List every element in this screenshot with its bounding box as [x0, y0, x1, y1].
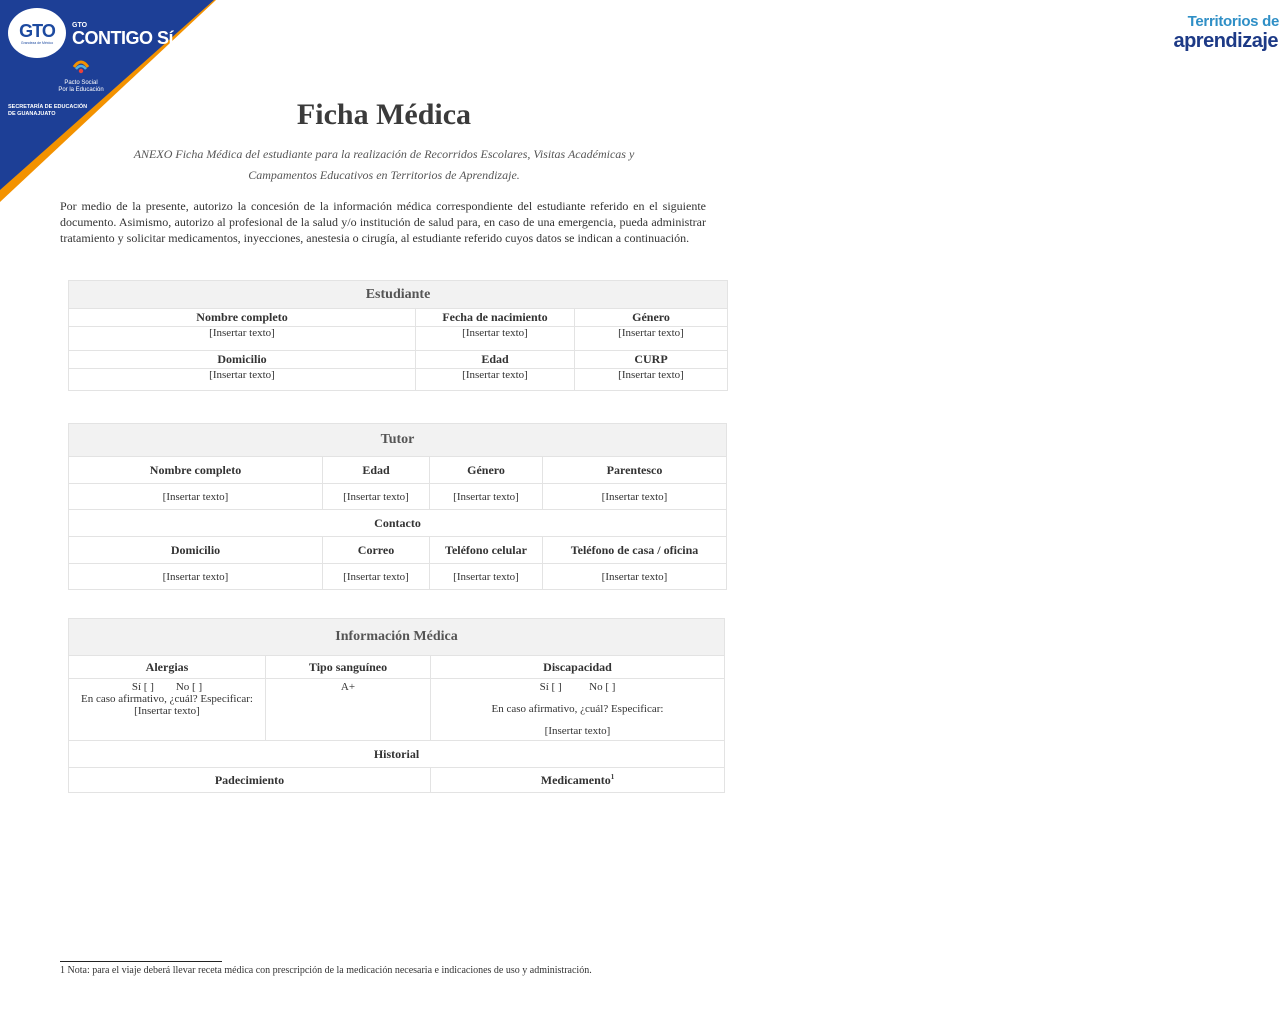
estudiante-curp-field[interactable]: [Insertar texto]: [575, 369, 728, 391]
footnote-divider: [60, 961, 222, 962]
medica-header-tipo-sanguineo: Tipo sanguíneo: [266, 656, 431, 679]
medicamento-label: Medicamento: [540, 772, 611, 787]
estudiante-header-curp: CURP: [575, 351, 728, 369]
territorios-logo: [620, 13, 1279, 52]
estudiante-fecha-field[interactable]: [Insertar texto]: [416, 327, 575, 351]
tutor-header-domicilio: Domicilio: [69, 537, 323, 564]
territorios-line-2: aprendizaje: [1173, 30, 1278, 52]
tutor-header-edad: Edad: [323, 457, 430, 484]
tutor-contacto-label: Contacto: [69, 510, 727, 537]
tutor-telefono-casa-field[interactable]: [Insertar texto]: [543, 564, 727, 590]
alergias-especificar-field[interactable]: [Insertar texto]: [134, 705, 200, 717]
tutor-celular-field[interactable]: [Insertar texto]: [430, 564, 543, 590]
alergias-cell: [69, 679, 266, 741]
tutor-section-title: Tutor: [69, 424, 727, 457]
alergias-especificar-label: En caso afirmativo, ¿cuál? Especificar:: [81, 693, 253, 705]
gto-logo: [8, 8, 66, 58]
estudiante-header-domicilio: Domicilio: [69, 351, 416, 369]
estudiante-edad-field[interactable]: [Insertar texto]: [416, 369, 575, 391]
alergias-options: [71, 681, 263, 693]
contigo-pre: GTO: [72, 22, 88, 29]
page-title: Ficha Médica: [296, 98, 472, 131]
territorios-line-1: Territorios de: [1187, 13, 1279, 30]
pacto-line-1: Pacto Social: [64, 80, 98, 86]
alergias-si-checkbox[interactable]: Sí [ ]: [131, 681, 154, 693]
estudiante-domicilio-field[interactable]: [Insertar texto]: [69, 369, 416, 391]
discapacidad-especificar-field[interactable]: [Insertar texto]: [544, 725, 611, 737]
page-subtitle: [100, 144, 668, 186]
tutor-header-celular: Teléfono celular: [430, 537, 543, 564]
tutor-genero-field[interactable]: [Insertar texto]: [430, 484, 543, 510]
medicamento-footnote-ref: 1: [610, 772, 615, 781]
discapacidad-options: [433, 681, 722, 693]
estudiante-header-genero: Género: [575, 309, 728, 327]
pacto-social-logo: [52, 55, 110, 94]
secretaria-line-2: DE GUANAJUATO: [8, 111, 56, 117]
tutor-domicilio-field[interactable]: [Insertar texto]: [69, 564, 323, 590]
tutor-correo-field[interactable]: [Insertar texto]: [323, 564, 430, 590]
contigo-main: CONTIGO Sí: [72, 28, 174, 48]
gto-logo-subtext: Grandeza de México: [20, 40, 54, 45]
estudiante-header-nombre: Nombre completo: [69, 309, 416, 327]
tutor-table: [68, 423, 727, 590]
discapacidad-especificar-label: En caso afirmativo, ¿cuál? Especificar:: [491, 703, 664, 715]
discapacidad-no-checkbox[interactable]: No [ ]: [589, 681, 616, 693]
historial-header-medicamento: [431, 768, 725, 793]
intro-paragraph: Por medio de la presente, autorizo la concesión de la información médica correspondiente del estudiante referido en el siguiente documento. Asimismo, autorizo al profesional de la salud y/o institución de salud para, en caso de una emergencia, pueda administrar tratamiento y solicitar medicamentos, inyecciones, anestesia o cirugía, al estudiante referido cuyos datos se indican a continuación.: [60, 199, 706, 245]
estudiante-nombre-field[interactable]: [Insertar texto]: [69, 327, 416, 351]
subtitle-line-2: Campamentos Educativos en Territorios de Aprendizaje.: [248, 168, 520, 182]
discapacidad-si-checkbox[interactable]: Sí [ ]: [539, 681, 562, 693]
subtitle-line-1: ANEXO Ficha Médica del estudiante para la realización de Recorridos Escolares, Visitas Académicas y: [133, 147, 635, 161]
tutor-nombre-field[interactable]: [Insertar texto]: [69, 484, 323, 510]
estudiante-table: [68, 280, 728, 391]
secretaria-line-1: SECRETARÍA DE EDUCACIÓN: [8, 104, 88, 110]
pacto-line-2: Por la Educación: [58, 87, 104, 93]
estudiante-header-fecha: Fecha de nacimiento: [416, 309, 575, 327]
gto-logo-text: GTO: [19, 20, 55, 41]
medica-section-title: Información Médica: [69, 619, 725, 656]
contigo-si-logo: [72, 22, 173, 49]
medica-table: [68, 618, 725, 793]
tutor-header-nombre: Nombre completo: [69, 457, 323, 484]
medica-header-alergias: Alergias: [69, 656, 266, 679]
alergias-no-checkbox[interactable]: No [ ]: [175, 681, 203, 693]
estudiante-genero-field[interactable]: [Insertar texto]: [575, 327, 728, 351]
tutor-header-genero: Género: [430, 457, 543, 484]
tutor-header-telefono-casa: Teléfono de casa / oficina: [543, 537, 727, 564]
historial-header-padecimiento: Padecimiento: [69, 768, 431, 793]
estudiante-section-title: Estudiante: [69, 281, 728, 309]
tutor-parentesco-field[interactable]: [Insertar texto]: [543, 484, 727, 510]
tutor-edad-field[interactable]: [Insertar texto]: [323, 484, 430, 510]
historial-label: Historial: [69, 741, 725, 768]
discapacidad-cell: [431, 679, 725, 741]
tipo-sanguineo-field[interactable]: A+: [266, 679, 431, 741]
pacto-social-icon: [70, 55, 92, 75]
estudiante-header-edad: Edad: [416, 351, 575, 369]
medica-header-discapacidad: Discapacidad: [431, 656, 725, 679]
tutor-header-correo: Correo: [323, 537, 430, 564]
footnote: 1 Nota: para el viaje deberá llevar receta médica con prescripción de la medicación necesaria e indicaciones de uso y administración.: [60, 965, 592, 976]
tutor-header-parentesco: Parentesco: [543, 457, 727, 484]
